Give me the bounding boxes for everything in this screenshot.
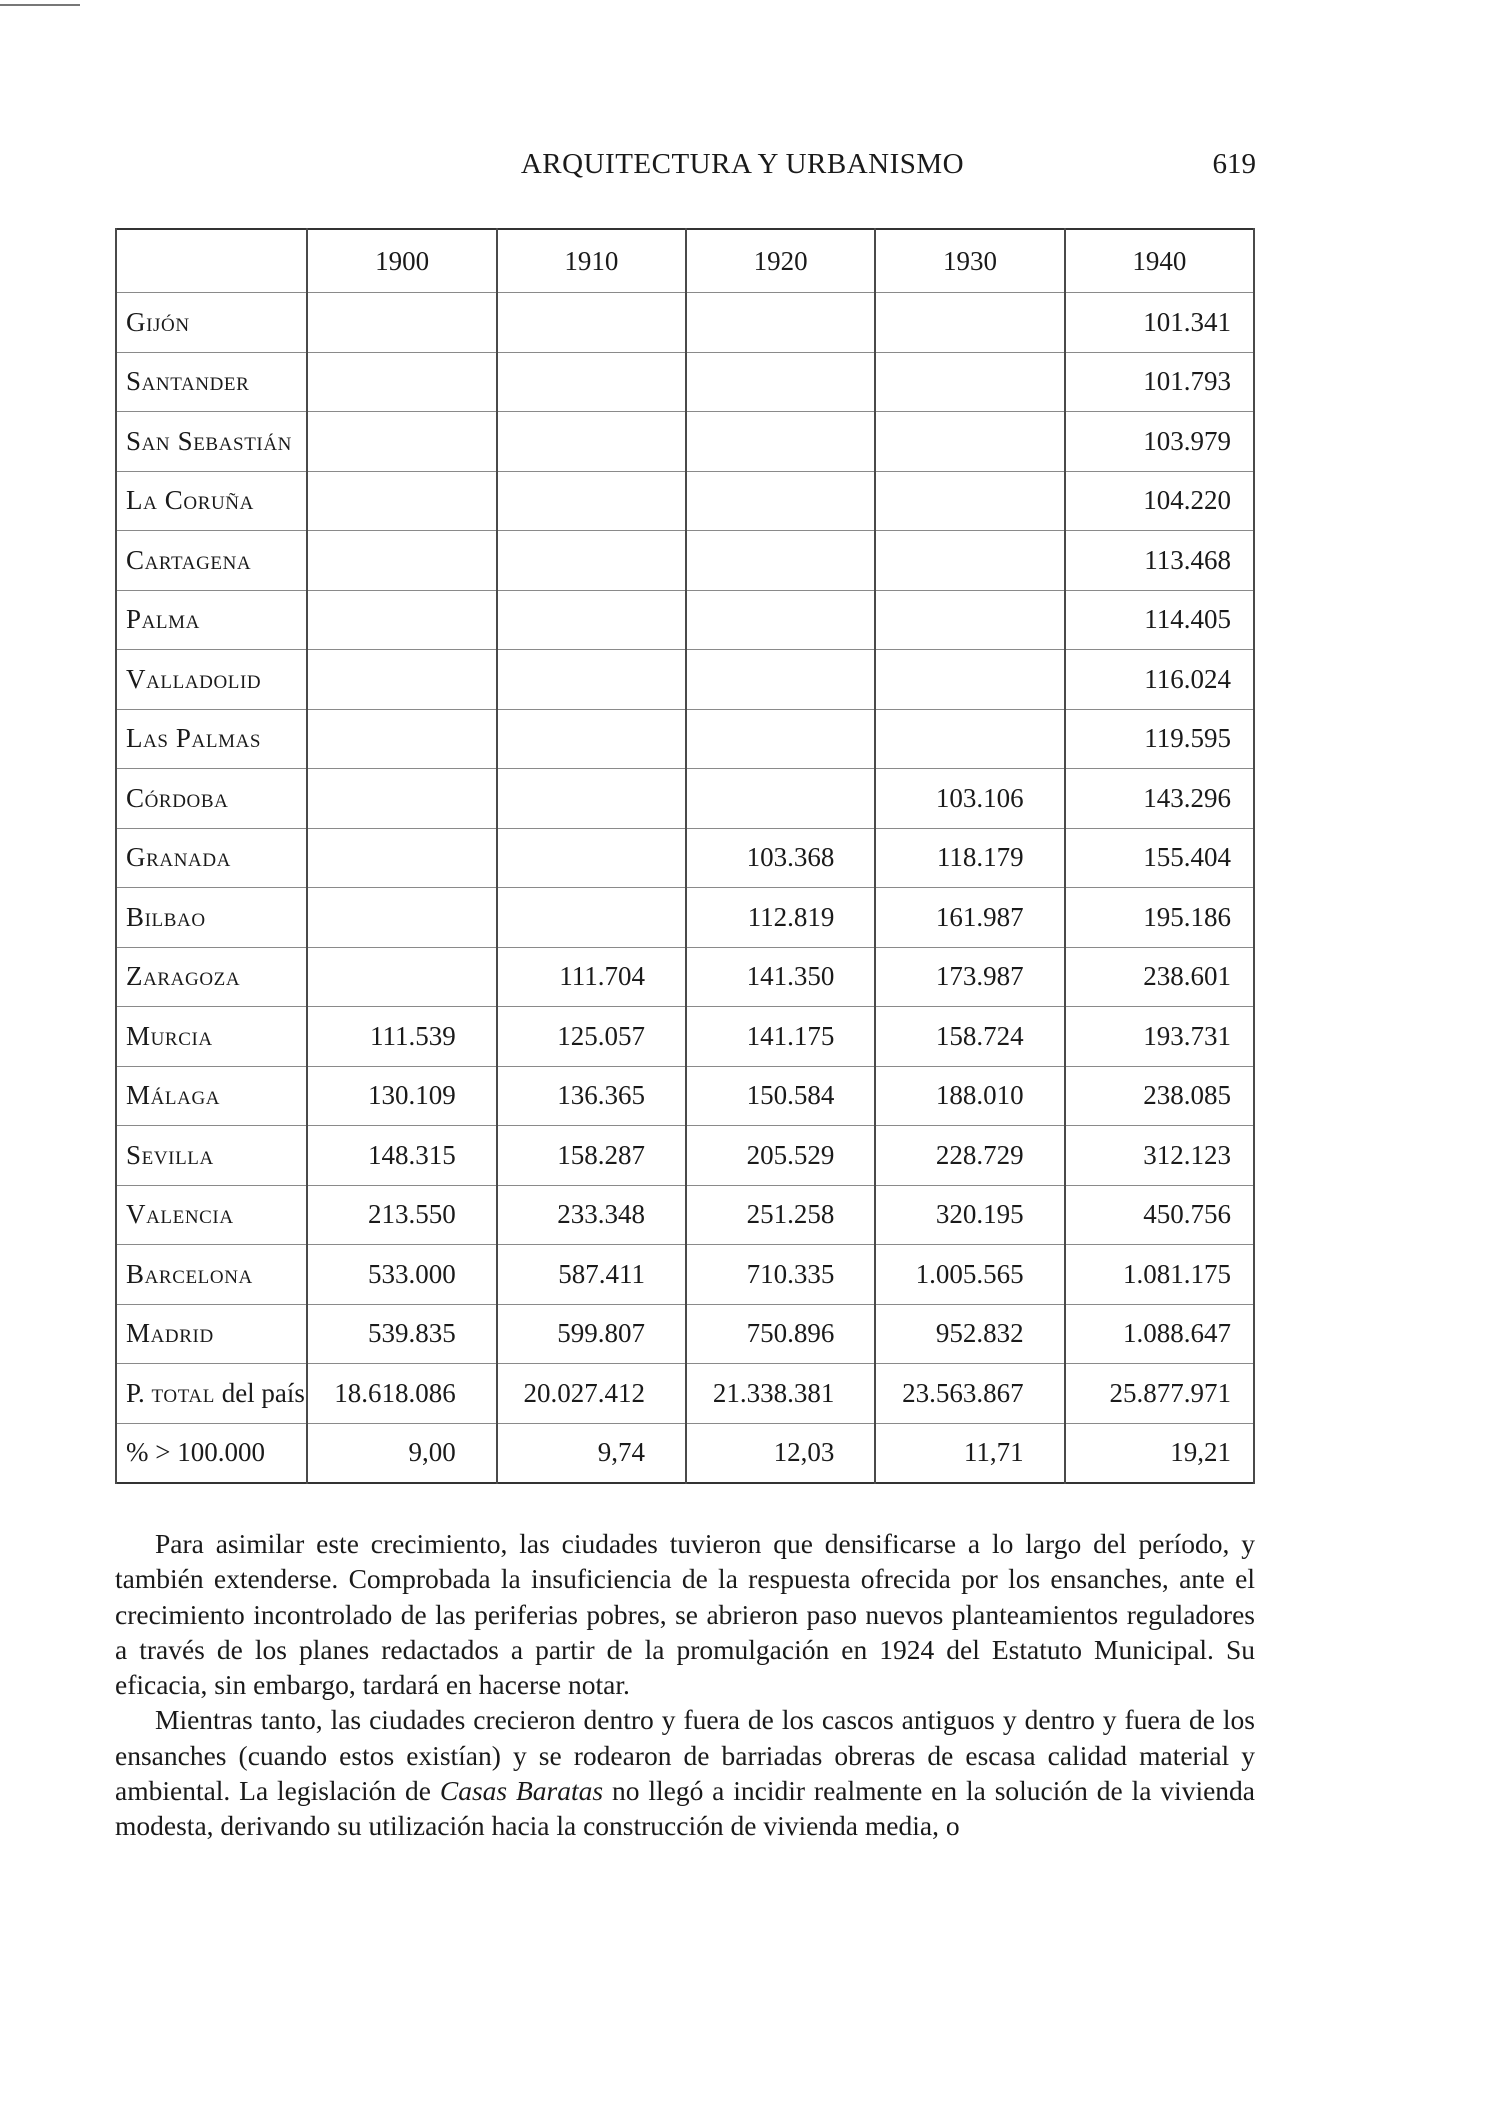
table-row: [116, 531, 1254, 591]
table-cell: [307, 828, 496, 888]
table-cell: 158.724: [875, 1007, 1064, 1067]
table-cell: 104.220: [1065, 471, 1254, 531]
table-cell: 238.601: [1065, 947, 1254, 1007]
table-cell: 188.010: [875, 1066, 1064, 1126]
table-cell: 19,21: [1065, 1423, 1254, 1483]
table-cell: 101.341: [1065, 293, 1254, 353]
table-row: [116, 412, 1254, 472]
table-cell: 228.729: [875, 1126, 1064, 1186]
city-label: La Coruña: [116, 471, 307, 531]
table-row: [116, 590, 1254, 650]
table-cell: [497, 769, 686, 829]
table-cell: 952.832: [875, 1304, 1064, 1364]
column-header: 1930: [875, 229, 1064, 293]
column-header: 1940: [1065, 229, 1254, 293]
table-cell: [875, 650, 1064, 710]
city-label: Sevilla: [116, 1126, 307, 1186]
table-cell: 141.175: [686, 1007, 875, 1067]
table-cell: 251.258: [686, 1185, 875, 1245]
city-label: Zaragoza: [116, 947, 307, 1007]
total-label-caps: total: [151, 1377, 215, 1408]
table-cell: 9,74: [497, 1423, 686, 1483]
table-cell: 233.348: [497, 1185, 686, 1245]
table-row: [116, 888, 1254, 948]
paragraph: [115, 1702, 1255, 1843]
table-row: [116, 1066, 1254, 1126]
percent-row: [116, 1423, 1254, 1483]
table-cell: 119.595: [1065, 709, 1254, 769]
table-row: [116, 769, 1254, 829]
table-cell: [875, 412, 1064, 472]
table-cell: 158.287: [497, 1126, 686, 1186]
page-number: 619: [1212, 148, 1256, 180]
body-text: [115, 1526, 1255, 1844]
table-cell: 193.731: [1065, 1007, 1254, 1067]
table-cell: 113.468: [1065, 531, 1254, 591]
city-label: Valencia: [116, 1185, 307, 1245]
table-cell: [307, 293, 496, 353]
paragraph-text: Mientras tanto, las ciudades crecieron dentro y fuera de los cascos antiguos y dentro y fuera de los ensanches (cuando estos existían) y se rodearon de barriadas obreras de escasa calidad material y ambiental. La legislación de: [115, 1704, 1255, 1807]
city-label: Cartagena: [116, 531, 307, 591]
table-cell: 21.338.381: [686, 1364, 875, 1424]
city-label: Gijón: [116, 293, 307, 353]
table-cell: 599.807: [497, 1304, 686, 1364]
table-cell: 111.539: [307, 1007, 496, 1067]
table-cell: [686, 650, 875, 710]
table-row: [116, 1245, 1254, 1305]
table-cell: 114.405: [1065, 590, 1254, 650]
table-cell: 103.979: [1065, 412, 1254, 472]
table-cell: [497, 293, 686, 353]
table-cell: 710.335: [686, 1245, 875, 1305]
table-header-row: [116, 229, 1254, 293]
table-cell: 101.793: [1065, 352, 1254, 412]
table-cell: 155.404: [1065, 828, 1254, 888]
table-cell: 12,03: [686, 1423, 875, 1483]
total-label: [116, 1364, 307, 1424]
city-label: Las Palmas: [116, 709, 307, 769]
table-cell: [875, 709, 1064, 769]
table-cell: [307, 947, 496, 1007]
table-cell: 238.085: [1065, 1066, 1254, 1126]
table-cell: 1.081.175: [1065, 1245, 1254, 1305]
column-header: 1910: [497, 229, 686, 293]
table-row: [116, 1007, 1254, 1067]
table-cell: 11,71: [875, 1423, 1064, 1483]
table-cell: 18.618.086: [307, 1364, 496, 1424]
running-title: ARQUITECTURA Y URBANISMO: [520, 148, 965, 180]
table-cell: 103.368: [686, 828, 875, 888]
table-cell: 539.835: [307, 1304, 496, 1364]
table-body: [116, 229, 1254, 1483]
table-cell: [686, 590, 875, 650]
table-cell: 173.987: [875, 947, 1064, 1007]
table-cell: [497, 352, 686, 412]
table-cell: 25.877.971: [1065, 1364, 1254, 1424]
table-cell: [686, 471, 875, 531]
table-cell: [875, 471, 1064, 531]
paragraph-italic-term: Casas Baratas: [439, 1775, 604, 1807]
table-cell: [686, 412, 875, 472]
table-cell: 1.088.647: [1065, 1304, 1254, 1364]
table-cell: [497, 590, 686, 650]
city-label: Barcelona: [116, 1245, 307, 1305]
table-cell: [307, 888, 496, 948]
table-cell: 320.195: [875, 1185, 1064, 1245]
city-label: San Sebastián: [116, 412, 307, 472]
table-cell: 141.350: [686, 947, 875, 1007]
city-label: Bilbao: [116, 888, 307, 948]
table-cell: 213.550: [307, 1185, 496, 1245]
table-cell: 750.896: [686, 1304, 875, 1364]
table-row: [116, 471, 1254, 531]
table-row: [116, 1304, 1254, 1364]
table-cell: 125.057: [497, 1007, 686, 1067]
table-cell: 112.819: [686, 888, 875, 948]
table-cell: [686, 531, 875, 591]
table-cell: [686, 352, 875, 412]
column-header: 1900: [307, 229, 496, 293]
table-cell: 20.027.412: [497, 1364, 686, 1424]
table-cell: [686, 293, 875, 353]
table-cell: [307, 352, 496, 412]
table-cell: [497, 650, 686, 710]
table-row: [116, 947, 1254, 1007]
paragraph-text: no llegó a incidir realmente en la solución de la vivienda modesta, derivando su utilización hacia la construcción de vivienda media, o: [115, 1775, 1255, 1842]
table-cell: [686, 709, 875, 769]
table-cell: [307, 769, 496, 829]
table-cell: [875, 293, 1064, 353]
table-cell: 23.563.867: [875, 1364, 1064, 1424]
table-cell: [307, 650, 496, 710]
table-cell: 150.584: [686, 1066, 875, 1126]
table-cell: 130.109: [307, 1066, 496, 1126]
table-cell: [497, 709, 686, 769]
table-row: [116, 293, 1254, 353]
table-cell: 195.186: [1065, 888, 1254, 948]
table-cell: [497, 888, 686, 948]
table-cell: 1.005.565: [875, 1245, 1064, 1305]
table-cell: 161.987: [875, 888, 1064, 948]
city-label: Valladolid: [116, 650, 307, 710]
table-cell: 587.411: [497, 1245, 686, 1305]
table-cell: [497, 828, 686, 888]
table-cell: 136.365: [497, 1066, 686, 1126]
percent-label: % > 100.000: [116, 1423, 307, 1483]
table-row: [116, 828, 1254, 888]
column-header: 1920: [686, 229, 875, 293]
scan-edge-mark: [0, 4, 80, 6]
table-cell: 450.756: [1065, 1185, 1254, 1245]
city-label: Murcia: [116, 1007, 307, 1067]
total-row: [116, 1364, 1254, 1424]
table-cell: 103.106: [875, 769, 1064, 829]
table-cell: 9,00: [307, 1423, 496, 1483]
table-cell: 143.296: [1065, 769, 1254, 829]
table-row: [116, 709, 1254, 769]
table-cell: 118.179: [875, 828, 1064, 888]
table-cell: 116.024: [1065, 650, 1254, 710]
table-cell: [307, 412, 496, 472]
table-cell: [497, 412, 686, 472]
table-cell: 111.704: [497, 947, 686, 1007]
population-table: [115, 228, 1255, 1484]
table-cell: [307, 590, 496, 650]
table-row: [116, 352, 1254, 412]
city-label: Granada: [116, 828, 307, 888]
paragraph: Para asimilar este crecimiento, las ciudades tuvieron que densificarse a lo largo del período, y también extenderse. Comprobada la insuficiencia de la respuesta ofrecida por los ensanches, ante el crecimiento incontrolado de las periferias pobres, se abrieron paso nuevos planteamientos reguladores a través de los planes redactados a partir de la promulgación en 1924 del Estatuto Municipal. Su eficacia, sin embargo, tardará en hacerse notar.: [115, 1528, 1255, 1701]
table-cell: [686, 769, 875, 829]
header-corner-cell: [116, 229, 307, 293]
city-label: Palma: [116, 590, 307, 650]
table-cell: [307, 709, 496, 769]
table-row: [116, 1126, 1254, 1186]
table-cell: [875, 352, 1064, 412]
table-cell: [497, 471, 686, 531]
city-label: Córdoba: [116, 769, 307, 829]
table-cell: 148.315: [307, 1126, 496, 1186]
table-cell: 312.123: [1065, 1126, 1254, 1186]
city-label: Málaga: [116, 1066, 307, 1126]
table-cell: 533.000: [307, 1245, 496, 1305]
city-label: Madrid: [116, 1304, 307, 1364]
table-cell: [497, 531, 686, 591]
table-cell: 205.529: [686, 1126, 875, 1186]
table-cell: [875, 531, 1064, 591]
table-row: [116, 650, 1254, 710]
table-cell: [307, 471, 496, 531]
table-row: [116, 1185, 1254, 1245]
table-cell: [875, 590, 1064, 650]
city-label: Santander: [116, 352, 307, 412]
total-label-prefix: P.: [126, 1377, 152, 1408]
table-cell: [307, 531, 496, 591]
total-label-suffix: del país: [214, 1377, 305, 1408]
